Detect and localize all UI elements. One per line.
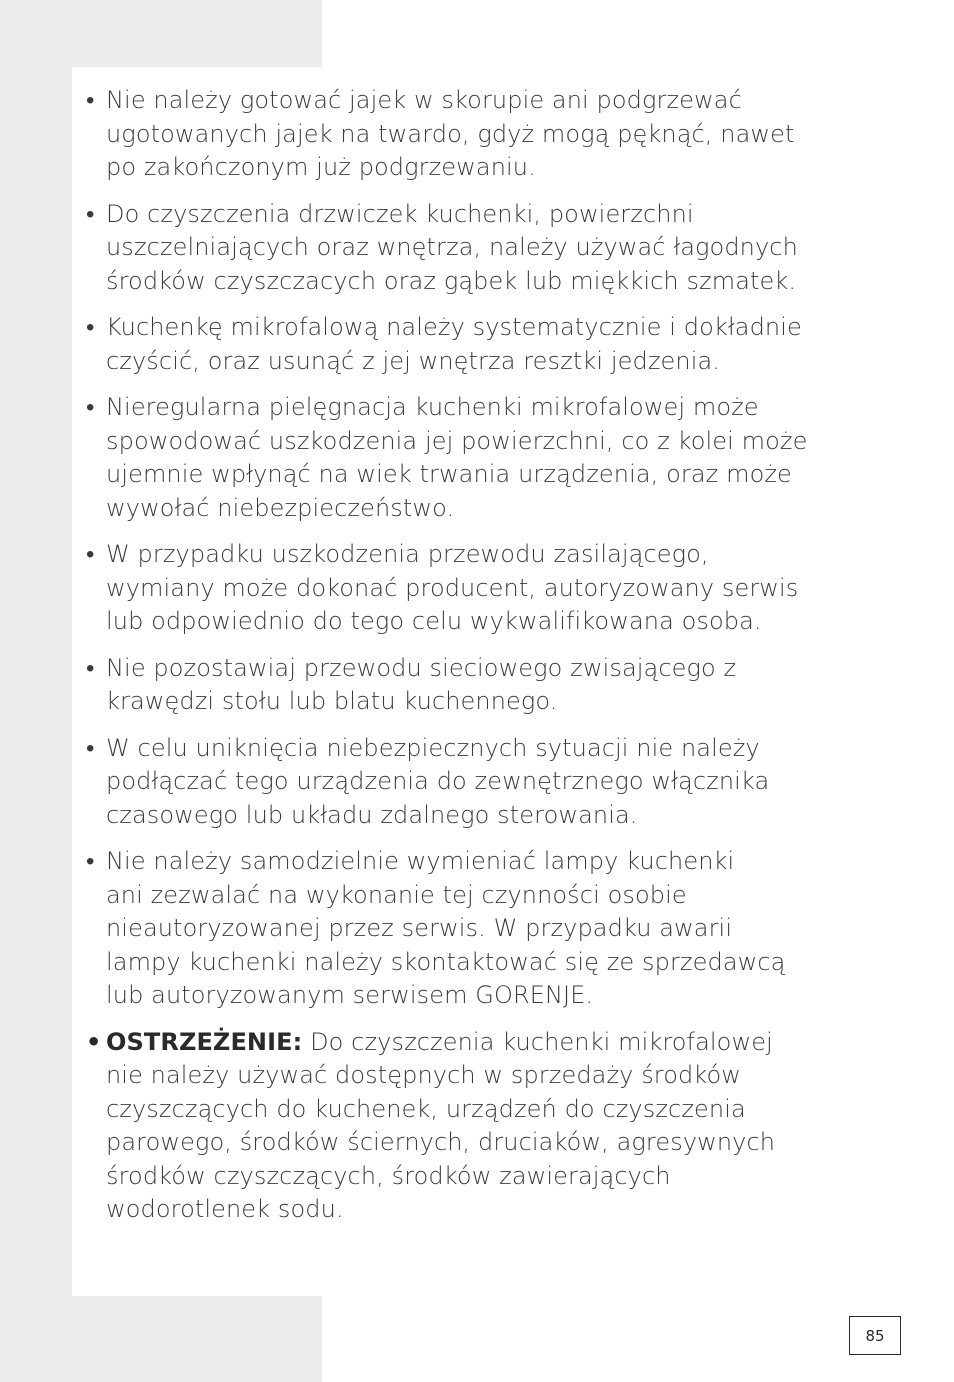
bullet-icon: • (86, 313, 95, 341)
list-item (86, 652, 876, 719)
text-line: Kuchenkę mikrofalową należy systematycznie i dokładnie (106, 313, 802, 341)
text-line: Nie należy gotować jajek w skorupie ani podgrzewać (106, 86, 742, 114)
text-line: Do czyszczenia kuchenki mikrofalowej (302, 1027, 773, 1056)
bullet-icon: • (86, 733, 95, 762)
text-line: czyszczących do kuchenek, urządzeń do czyszczenia (106, 1094, 746, 1123)
bullet-icon: • (86, 393, 95, 421)
text-line: środków czyszczacych oraz gąbek lub miękkich szmatek. (106, 266, 797, 295)
text-line: lampy kuchenki należy skontaktować się ze sprzedawcą (106, 947, 786, 976)
text-line: Nie należy samodzielnie wymieniać lampy kuchenki (106, 847, 735, 875)
text-line: ani zezwalać na wykonanie tej czynności osobie (106, 880, 687, 909)
list-item (86, 391, 876, 525)
text-line: Nie pozostawiaj przewodu sieciowego zwisającego z (106, 653, 737, 682)
text-line: W przypadku uszkodzenia przewodu zasilającego, (106, 540, 709, 568)
text-line: spowodować uszkodzenia jej powierzchni, co z kolei może (106, 426, 808, 455)
bullet-icon: • (86, 847, 95, 875)
text-line: parowego, środków ściernych, druciaków, agresywnych (106, 1128, 776, 1156)
bullet-icon: • (86, 86, 95, 114)
text-line: lub odpowiednio do tego celu wykwalifikowana osoba. (106, 607, 762, 635)
text-line: krawędzi stołu lub blatu kuchennego. (106, 687, 558, 715)
text-line: W celu uniknięcia niebezpiecznych sytuacji nie należy (106, 733, 760, 762)
bullet-icon: • (86, 653, 95, 682)
text-line: ujemnie wpłynąć na wiek trwania urządzenia, oraz może (106, 460, 792, 488)
list-item (86, 311, 876, 378)
text-line: nie należy używać dostępnych w sprzedaży środków (106, 1061, 742, 1089)
text-line: czyścić, oraz usunąć z jej wnętrza resztki jedzenia. (106, 346, 721, 375)
text-line: nieautoryzowanej przez serwis. W przypadku awarii (106, 914, 733, 942)
text-line: wodorotlenek sodu. (106, 1195, 344, 1223)
list-item (86, 732, 876, 833)
warning-first-line (106, 1026, 876, 1060)
text-line: wymiany może dokonać producent, autoryzowany serwis (106, 573, 799, 602)
text-line: po zakończonym już podgrzewaniu. (106, 153, 536, 181)
text-line: ugotowanych jajek na twardo, gdyż mogą pęknąć, nawet (106, 119, 795, 148)
bullet-icon: • (86, 199, 95, 228)
warning-label: OSTRZEŻENIE: (106, 1027, 303, 1056)
text-line: uszczelniających oraz wnętrza, należy używać łagodnych (106, 233, 798, 261)
list-item (86, 538, 876, 639)
text-line: środków czyszczących, środków zawierających (106, 1161, 671, 1190)
text-line: podłączać tego urządzenia do zewnętrznego włącznika (106, 767, 770, 795)
safety-instructions-list (86, 84, 876, 1240)
text-line: Nieregularna pielęgnacja kuchenki mikrofalowej może (106, 393, 759, 421)
list-item (86, 198, 876, 299)
bullet-icon: • (86, 1027, 102, 1056)
page-number (849, 1316, 901, 1355)
content-panel (72, 67, 882, 1296)
list-item (86, 845, 876, 1013)
warning-list-item (86, 1026, 876, 1227)
text-line: lub autoryzowanym serwisem GORENJE. (106, 981, 594, 1009)
page-number-text: 85 (865, 1326, 885, 1345)
bullet-icon: • (86, 540, 95, 568)
text-line: czasowego lub układu zdalnego sterowania. (106, 800, 638, 829)
text-line: Do czyszczenia drzwiczek kuchenki, powierzchni (106, 199, 694, 228)
list-item (86, 84, 876, 185)
text-line: wywołać niebezpieczeństwo. (106, 493, 455, 522)
